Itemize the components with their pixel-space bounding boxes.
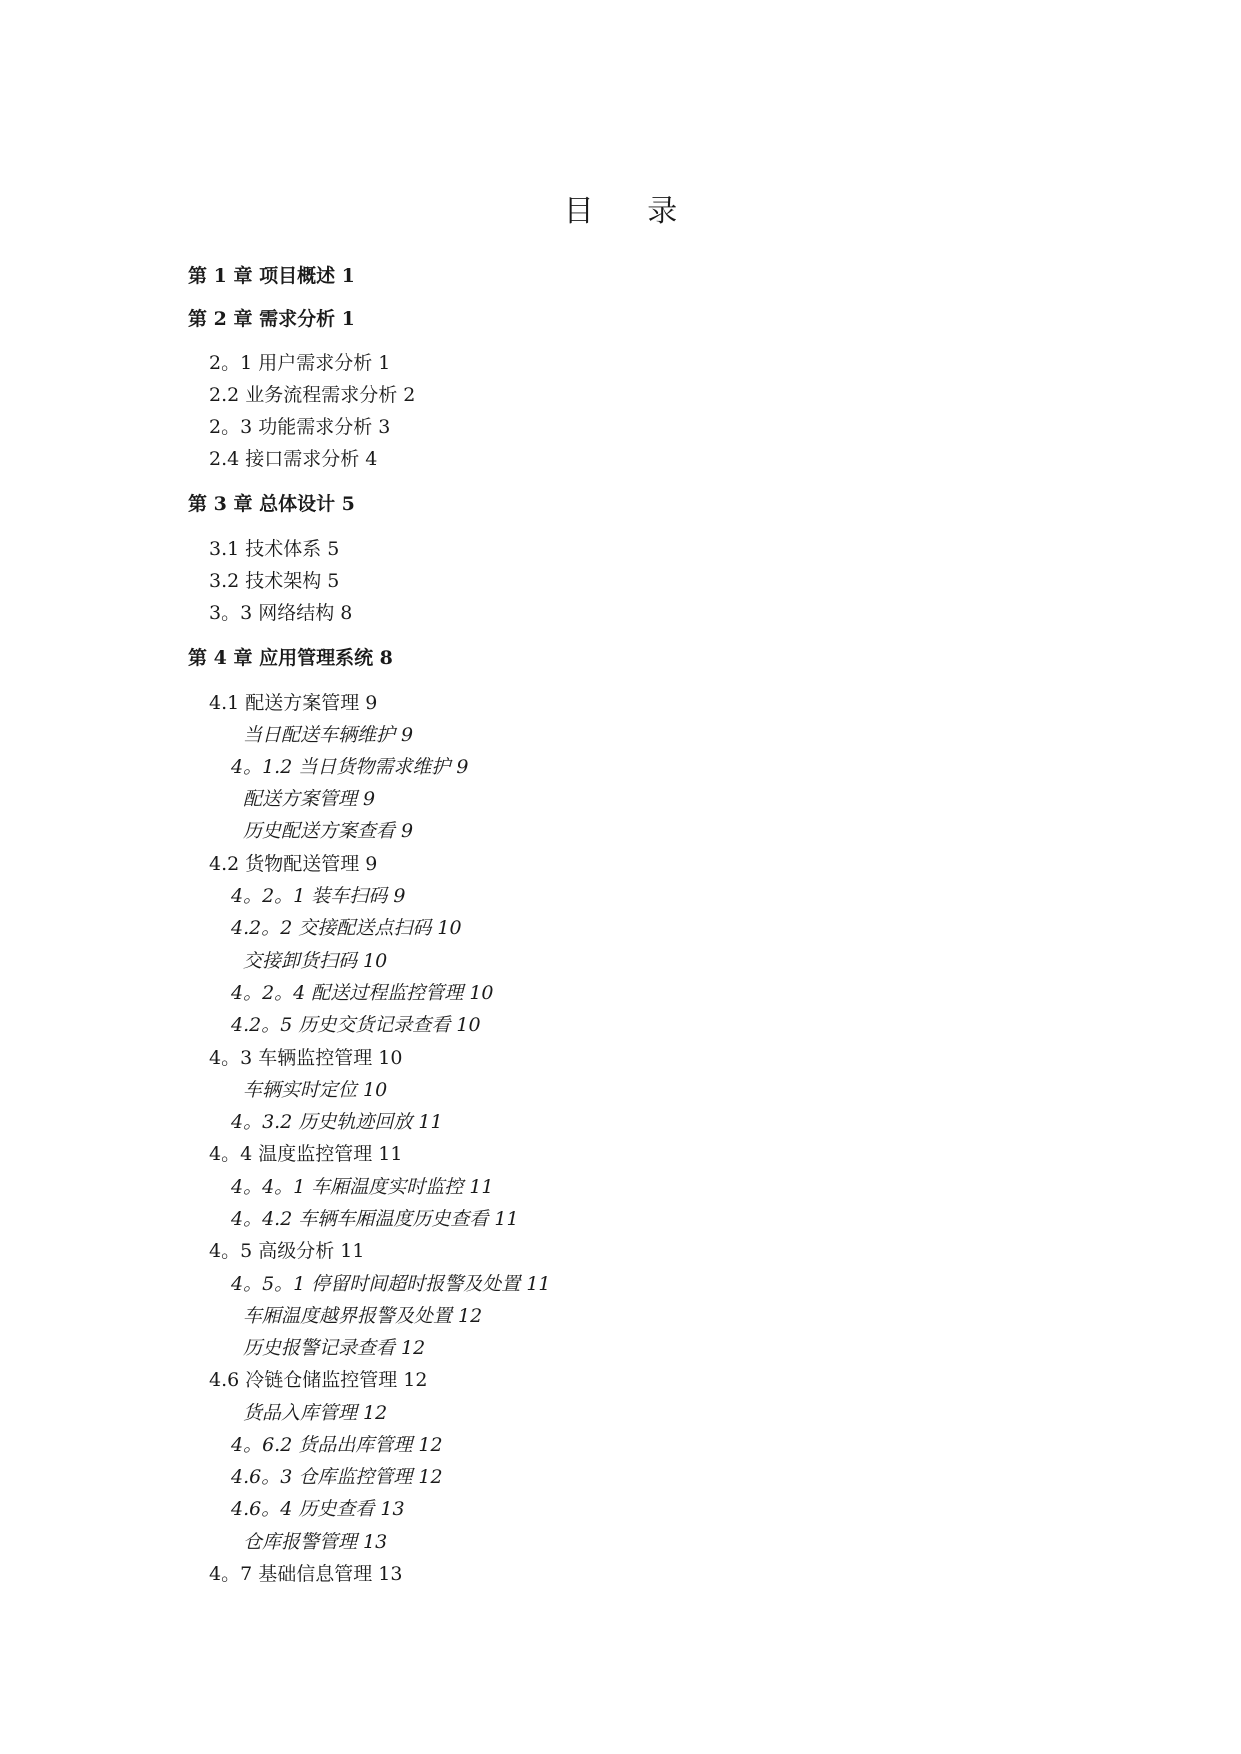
toc-subsection-entry[interactable]: 车厢温度越界报警及处置 12	[243, 1305, 483, 1327]
toc-subsection-entry[interactable]: 4。5。1 停留时间超时报警及处置 11	[231, 1273, 551, 1295]
toc-section-entry[interactable]: 4.6 冷链仓储监控管理 12	[209, 1369, 428, 1391]
toc-subsection-entry[interactable]: 货品入库管理 12	[243, 1402, 388, 1424]
toc-section-entry[interactable]: 4。5 高级分析 11	[209, 1240, 365, 1262]
toc-section-entry[interactable]: 4.1 配送方案管理 9	[209, 692, 378, 714]
toc-section-entry[interactable]: 3。3 网络结构 8	[209, 602, 353, 624]
toc-subsection-entry[interactable]: 交接卸货扫码 10	[243, 950, 388, 972]
toc-subsection-entry[interactable]: 4。2。4 配送过程监控管理 10	[231, 982, 494, 1004]
toc-subsection-entry[interactable]: 历史配送方案查看 9	[243, 820, 414, 842]
toc-subsection-entry[interactable]: 历史报警记录查看 12	[243, 1337, 426, 1359]
toc-section-entry[interactable]: 4。7 基础信息管理 13	[209, 1563, 403, 1585]
toc-section-entry[interactable]: 3.1 技术体系 5	[209, 538, 340, 560]
toc-chapter-entry[interactable]: 第 3 章 总体设计 5	[188, 493, 355, 515]
toc-subsection-entry[interactable]: 仓库报警管理 13	[243, 1531, 388, 1553]
toc-subsection-entry[interactable]: 4.6。3 仓库监控管理 12	[231, 1466, 443, 1488]
toc-subsection-entry[interactable]: 4.6。4 历史查看 13	[231, 1498, 405, 1520]
toc-section-entry[interactable]: 4。4 温度监控管理 11	[209, 1143, 403, 1165]
toc-subsection-entry[interactable]: 4。6.2 货品出库管理 12	[231, 1434, 443, 1456]
toc-section-entry[interactable]: 3.2 技术架构 5	[209, 570, 340, 592]
toc-section-entry[interactable]: 2。1 用户需求分析 1	[209, 352, 391, 374]
toc-section-entry[interactable]: 4.2 货物配送管理 9	[209, 853, 378, 875]
toc-subsection-entry[interactable]: 配送方案管理 9	[243, 788, 376, 810]
toc-subsection-entry[interactable]: 4。2。1 装车扫码 9	[231, 885, 406, 907]
toc-subsection-entry[interactable]: 当日配送车辆维护 9	[243, 724, 414, 746]
toc-subsection-entry[interactable]: 车辆实时定位 10	[243, 1079, 388, 1101]
toc-subsection-entry[interactable]: 4.2。2 交接配送点扫码 10	[231, 917, 462, 939]
toc-chapter-entry[interactable]: 第 1 章 项目概述 1	[188, 265, 355, 287]
toc-subsection-entry[interactable]: 4。3.2 历史轨迹回放 11	[231, 1111, 443, 1133]
toc-chapter-entry[interactable]: 第 4 章 应用管理系统 8	[188, 647, 393, 669]
toc-chapter-entry[interactable]: 第 2 章 需求分析 1	[188, 308, 355, 330]
toc-subsection-entry[interactable]: 4.2。5 历史交货记录查看 10	[231, 1014, 481, 1036]
page-title: 目 录	[563, 194, 700, 229]
toc-section-entry[interactable]: 2.4 接口需求分析 4	[209, 448, 378, 470]
toc-subsection-entry[interactable]: 4。4。1 车厢温度实时监控 11	[231, 1176, 494, 1198]
toc-subsection-entry[interactable]: 4。4.2 车辆车厢温度历史查看 11	[231, 1208, 519, 1230]
toc-section-entry[interactable]: 2。3 功能需求分析 3	[209, 416, 391, 438]
toc-section-entry[interactable]: 4。3 车辆监控管理 10	[209, 1047, 403, 1069]
toc-subsection-entry[interactable]: 4。1.2 当日货物需求维护 9	[231, 756, 469, 778]
toc-section-entry[interactable]: 2.2 业务流程需求分析 2	[209, 384, 416, 406]
